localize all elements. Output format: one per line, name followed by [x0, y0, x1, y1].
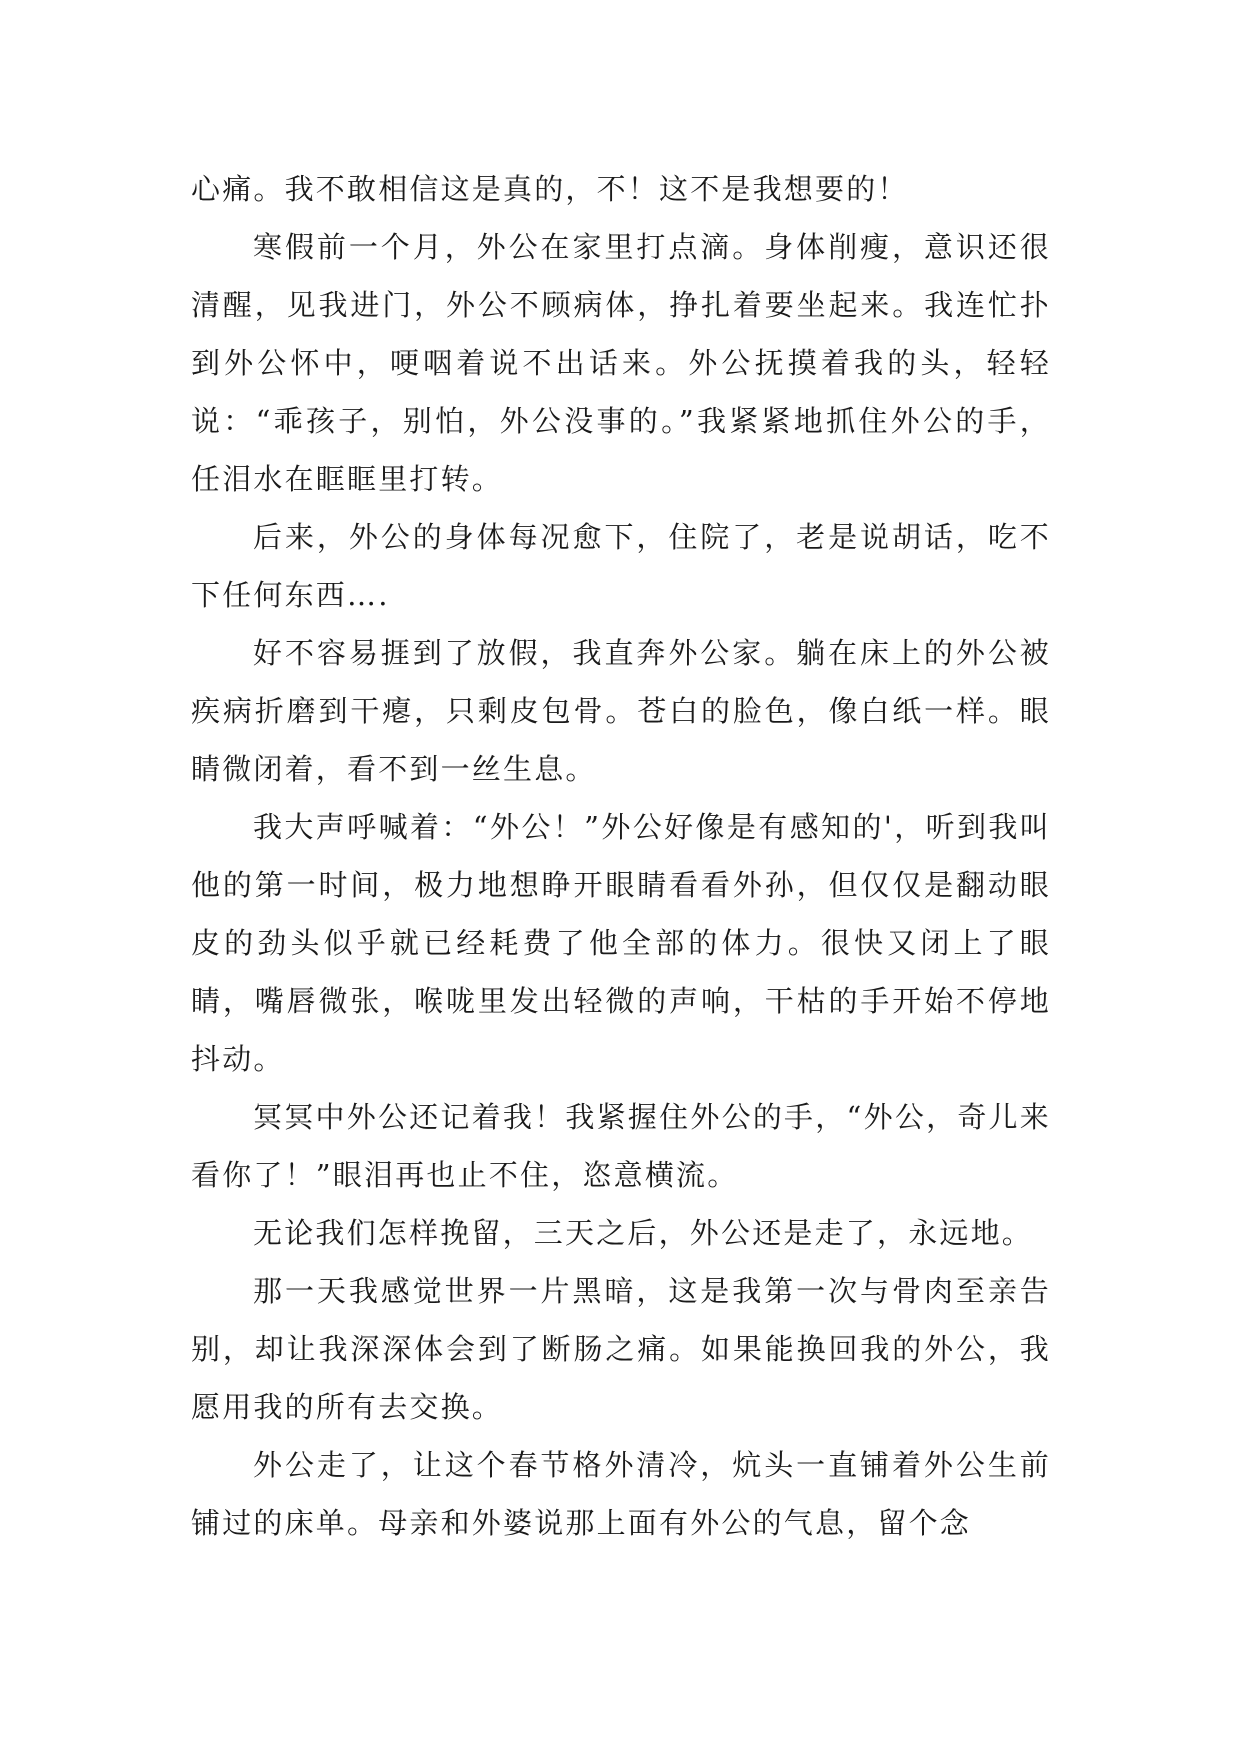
- paragraph-4: 好不容易捱到了放假，我直奔外公家。躺在床上的外公被疾病折磨到干瘪，只剩皮包骨。苍白的脸色，像白纸一样。眼睛微闭着，看不到一丝生息。: [191, 636, 1051, 786]
- paragraph-8: 那一天我感觉世界一片黑暗，这是我第一次与骨肉至亲告别，却让我深深体会到了断肠之痛。如果能换回我的外公，我愿用我的所有去交换。: [191, 1274, 1051, 1424]
- paragraph-6: 冥冥中外公还记着我！我紧握住外公的手，“外公，奇儿来看你了！”眼泪再也止不住，恣意横流。: [191, 1100, 1051, 1192]
- document-body: [191, 160, 1051, 1552]
- paragraph-7: 无论我们怎样挽留，三天之后，外公还是走了，永远地。: [253, 1216, 1034, 1250]
- paragraph-9: 外公走了，让这个春节格外清冷，炕头一直铺着外公生前铺过的床单。母亲和外婆说那上面有外公的气息，留个念: [191, 1448, 1051, 1540]
- paragraph-5: 我大声呼喊着：“外公！”外公好像是有感知的'，听到我叫他的第一时间，极力地想睁开眼睛看看外孙，但仅仅是翻动眼皮的劲头似乎就已经耗费了他全部的体力。很快又闭上了眼睛，嘴唇微张，喉咙里发出轻微的声响，干枯的手开始不停地抖动。: [191, 810, 1051, 1076]
- paragraph-1: 心痛。我不敢相信这是真的，不！这不是我想要的！: [191, 172, 909, 206]
- paragraph-2: 寒假前一个月，外公在家里打点滴。身体削瘦，意识还很清醒，见我进门，外公不顾病体，挣扎着要坐起来。我连忙扑到外公怀中，哽咽着说不出话来。外公抚摸着我的头，轻轻说：“乖孩子，别怕，外公没事的。”我紧紧地抓住外公的手，任泪水在眶眶里打转。: [191, 230, 1051, 496]
- paragraph-3: 后来，外公的身体每况愈下，住院了，老是说胡话，吃不下任何东西….: [191, 520, 1051, 612]
